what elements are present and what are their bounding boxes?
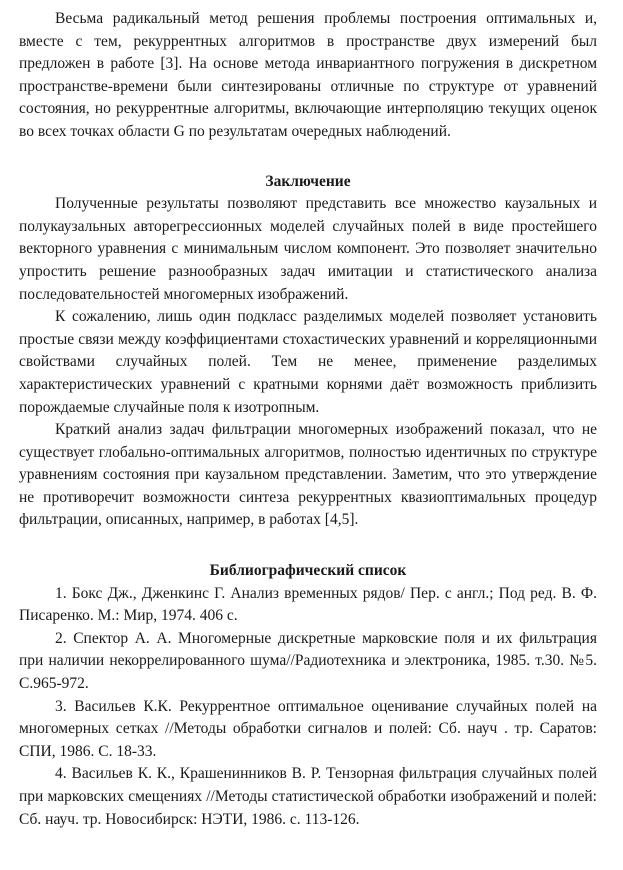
bibliography-item: 3. Васильев К.К. Рекуррентное оптимальное оценивание случайных полей на многомерных сетках //Методы обработки сигналов и полей: Сб. науч . тр. Саратов: СПИ, 1986. С. 18-33. — [19, 697, 597, 760]
conclusion-paragraph: Краткий анализ задач фильтрации многомерных изображений показал, что не существует глобально-оптимальных алгоритмов, полностью идентичных по структуре уравнениям состояния при каузальном представлении. Заметим, что это утверждение не противоречит возможности синтеза рекуррентных квазиоптимальных процедур фильтрации, описанных, например, в работах [4,5]. — [19, 421, 597, 529]
intro-paragraph: Весьма радикальный метод решения проблемы построения оптимальных и, вместе с тем, рекуррентных алгоритмов в пространстве двух измерений был предложен в работе [3]. На основе метода инвариантного погружения в дискретном пространстве-времени были синтезированы отличные по структуре от уравнений состояния, но рекуррентные алгоритмы, включающие интерполяцию текущих оценок во всех точках области G по результатам очередных наблюдений. — [19, 10, 597, 140]
conclusion-paragraph: Полученные результаты позволяют представить все множество каузальных и полукаузальных авторегрессионных моделей случайных полей в виде простейшего векторного уравнения с минимальным числом компонент. Это позволяет значительно упростить решение разнообразных задач имитации и статистического анализа последовательностей многомерных изображений. — [19, 195, 597, 303]
bibliography-heading: Библиографический список — [209, 562, 407, 580]
bibliography-item: 4. Васильев К. К., Крашенинников В. Р. Тензорная фильтрация случайных полей при марковских смещениях //Методы статистической обработки изображений и полей: Сб. науч. тр. Новосибирск: НЭТИ, 1986. с. 113-126. — [19, 765, 597, 828]
bibliography-list — [19, 583, 597, 832]
conclusion-paragraph: К сожалению, лишь один подкласс разделимых моделей позволяет установить простые связи между коэффициентами стохастических уравнений и корреляционными свойствами случайных полей. Тем не менее, применение разделимых характеристических уравнений с кратными корнями даёт возможность приблизить порождаемые случайные поля к изотропным. — [19, 308, 597, 416]
bibliography-item: 2. Спектор А. А. Многомерные дискретные марковские поля и их фильтрация при наличии некоррелированного шума//Радиотехника и электроника, 1985. т.30. №5. С.965-972. — [19, 629, 597, 693]
conclusion-section — [19, 193, 597, 532]
conclusion-heading: Заключение — [265, 172, 351, 190]
bibliography-item: 1. Бокс Дж., Дженкинс Г. Анализ временных рядов/ Пер. с англ.; Под ред. В. Ф. Писаренко. М.: Мир, 1974. 406 с. — [19, 584, 597, 625]
